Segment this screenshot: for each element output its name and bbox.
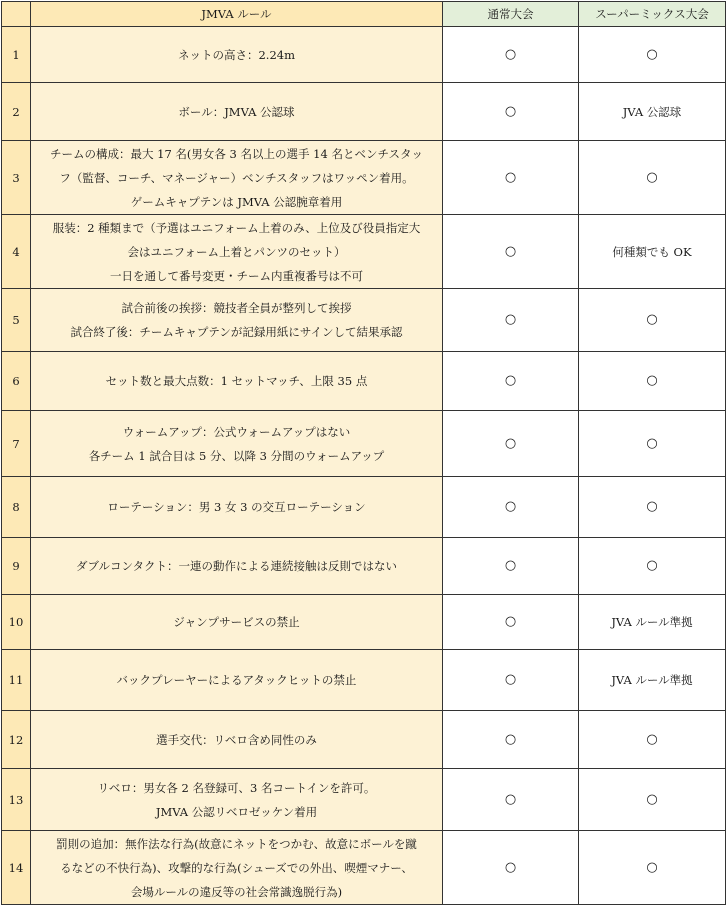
super-mix-tournament-cell: JVA ルール準拠 [579, 595, 726, 650]
row-number: 3 [2, 141, 31, 215]
rule-description [31, 477, 443, 538]
rule-description [31, 27, 443, 83]
table-body [2, 27, 726, 905]
normal-tournament-cell: ○ [443, 289, 579, 352]
table-row [2, 477, 726, 538]
row-number: 4 [2, 215, 31, 289]
table-row [2, 650, 726, 711]
row-number: 14 [2, 831, 31, 905]
rule-line: ゲームキャプテンは JMVA 公認腕章着用 [130, 194, 343, 209]
rule-description [31, 769, 443, 831]
rules-comparison-table [1, 1, 726, 905]
rule-description [31, 141, 443, 215]
normal-tournament-cell: ○ [443, 83, 579, 141]
rule-line: フ（監督、コーチ、マネージャー）ベンチスタッフはワッペン着用。 [59, 170, 414, 185]
rule-line: 選手交代：リベロ含め同性のみ [156, 732, 317, 747]
rule-description [31, 289, 443, 352]
super-mix-tournament-cell: ○ [579, 411, 726, 477]
row-number: 11 [2, 650, 31, 711]
rule-description [31, 595, 443, 650]
super-mix-tournament-cell: ○ [579, 538, 726, 595]
row-number: 6 [2, 352, 31, 411]
row-number: 8 [2, 477, 31, 538]
rule-description [31, 831, 443, 905]
rule-line: 罰則の追加：無作法な行為(故意にネットをつかむ、故意にボールを蹴 [56, 836, 417, 851]
super-mix-tournament-cell: ○ [579, 141, 726, 215]
super-mix-tournament-cell: JVA ルール準拠 [579, 650, 726, 711]
rule-line: るなどの不快行為)、攻撃的な行為(シューズでの外出、喫煙マナー、 [60, 860, 413, 875]
normal-tournament-cell: ○ [443, 215, 579, 289]
table-row [2, 711, 726, 769]
super-mix-tournament-cell: ○ [579, 769, 726, 831]
rule-line: ウォームアップ：公式ウォームアップはない [122, 424, 351, 439]
super-mix-tournament-cell: ○ [579, 831, 726, 905]
table-row [2, 411, 726, 477]
rule-line: 試合終了後：チームキャプテンが記録用紙にサインして結果承認 [70, 325, 403, 339]
normal-tournament-cell: ○ [443, 711, 579, 769]
rule-line: チームの構成：最大 17 名(男女各 3 名以上の選手 14 名とベンチスタッ [49, 146, 424, 161]
rule-line: 各チーム 1 試合目は 5 分、以降 3 分間のウォームアップ [88, 448, 385, 463]
rule-line: 会場ルールの違反等の社会常識逸脱行為) [130, 884, 343, 899]
table-row [2, 27, 726, 83]
rule-line: JMVA 公認リベロゼッケン着用 [155, 804, 318, 819]
rule-line: 試合前後の挨拶：競技者全員が整列して挨拶 [121, 301, 352, 315]
header-normal-tournament: 通常大会 [443, 2, 579, 27]
row-number: 12 [2, 711, 31, 769]
table-header-row [2, 2, 726, 27]
table-row [2, 831, 726, 905]
normal-tournament-cell: ○ [443, 411, 579, 477]
row-number: 7 [2, 411, 31, 477]
normal-tournament-cell: ○ [443, 141, 579, 215]
rule-line: ボール：JMVA 公認球 [178, 104, 295, 119]
table-row [2, 215, 726, 289]
row-number: 2 [2, 83, 31, 141]
super-mix-tournament-cell: 何種類でも OK [579, 215, 726, 289]
rule-line: ローテーション：男 3 女 3 の交互ローテーション [107, 500, 366, 514]
table-row [2, 141, 726, 215]
rule-line: 一日を通して番号変更・チーム内重複番号は不可 [110, 268, 363, 283]
super-mix-tournament-cell: ○ [579, 711, 726, 769]
rule-line: ネットの高さ：2.24m [177, 47, 295, 62]
normal-tournament-cell: ○ [443, 769, 579, 831]
row-number: 10 [2, 595, 31, 650]
rule-line: バックプレーヤーによるアタックヒットの禁止 [116, 673, 357, 687]
rule-line: 会はユニフォーム上着とパンツのセット） [127, 244, 346, 259]
super-mix-tournament-cell: JVA 公認球 [579, 83, 726, 141]
rule-line: 服装：2 種類まで（予選はユニフォーム上着のみ、上位及び役員指定大 [52, 220, 421, 235]
normal-tournament-cell: ○ [443, 831, 579, 905]
rule-description [31, 650, 443, 711]
rule-line: ジャンプサービスの禁止 [173, 615, 300, 629]
table-row [2, 595, 726, 650]
normal-tournament-cell: ○ [443, 477, 579, 538]
rule-description [31, 711, 443, 769]
rule-line: リベロ：男女各 2 名登録可、3 名コートインを許可。 [97, 780, 376, 795]
table-row [2, 538, 726, 595]
row-number: 1 [2, 27, 31, 83]
header-super-mix-tournament: スーパーミックス大会 [579, 2, 726, 27]
row-number: 9 [2, 538, 31, 595]
rule-description [31, 83, 443, 141]
header-number [2, 2, 31, 27]
rule-line: セット数と最大点数：1 セットマッチ、上限 35 点 [105, 374, 368, 388]
normal-tournament-cell: ○ [443, 538, 579, 595]
normal-tournament-cell: ○ [443, 650, 579, 711]
normal-tournament-cell: ○ [443, 595, 579, 650]
normal-tournament-cell: ○ [443, 352, 579, 411]
super-mix-tournament-cell: ○ [579, 477, 726, 538]
rule-description [31, 538, 443, 595]
rule-line: ダブルコンタクト：一連の動作による連続接触は反則ではない [75, 559, 398, 573]
super-mix-tournament-cell: ○ [579, 27, 726, 83]
super-mix-tournament-cell: ○ [579, 289, 726, 352]
table-row [2, 289, 726, 352]
super-mix-tournament-cell: ○ [579, 352, 726, 411]
rule-description [31, 215, 443, 289]
rule-description [31, 411, 443, 477]
normal-tournament-cell: ○ [443, 27, 579, 83]
rule-description [31, 352, 443, 411]
table-row [2, 83, 726, 141]
row-number: 5 [2, 289, 31, 352]
table-row [2, 352, 726, 411]
header-rule: JMVA ルール [31, 2, 443, 27]
table-row [2, 769, 726, 831]
row-number: 13 [2, 769, 31, 831]
